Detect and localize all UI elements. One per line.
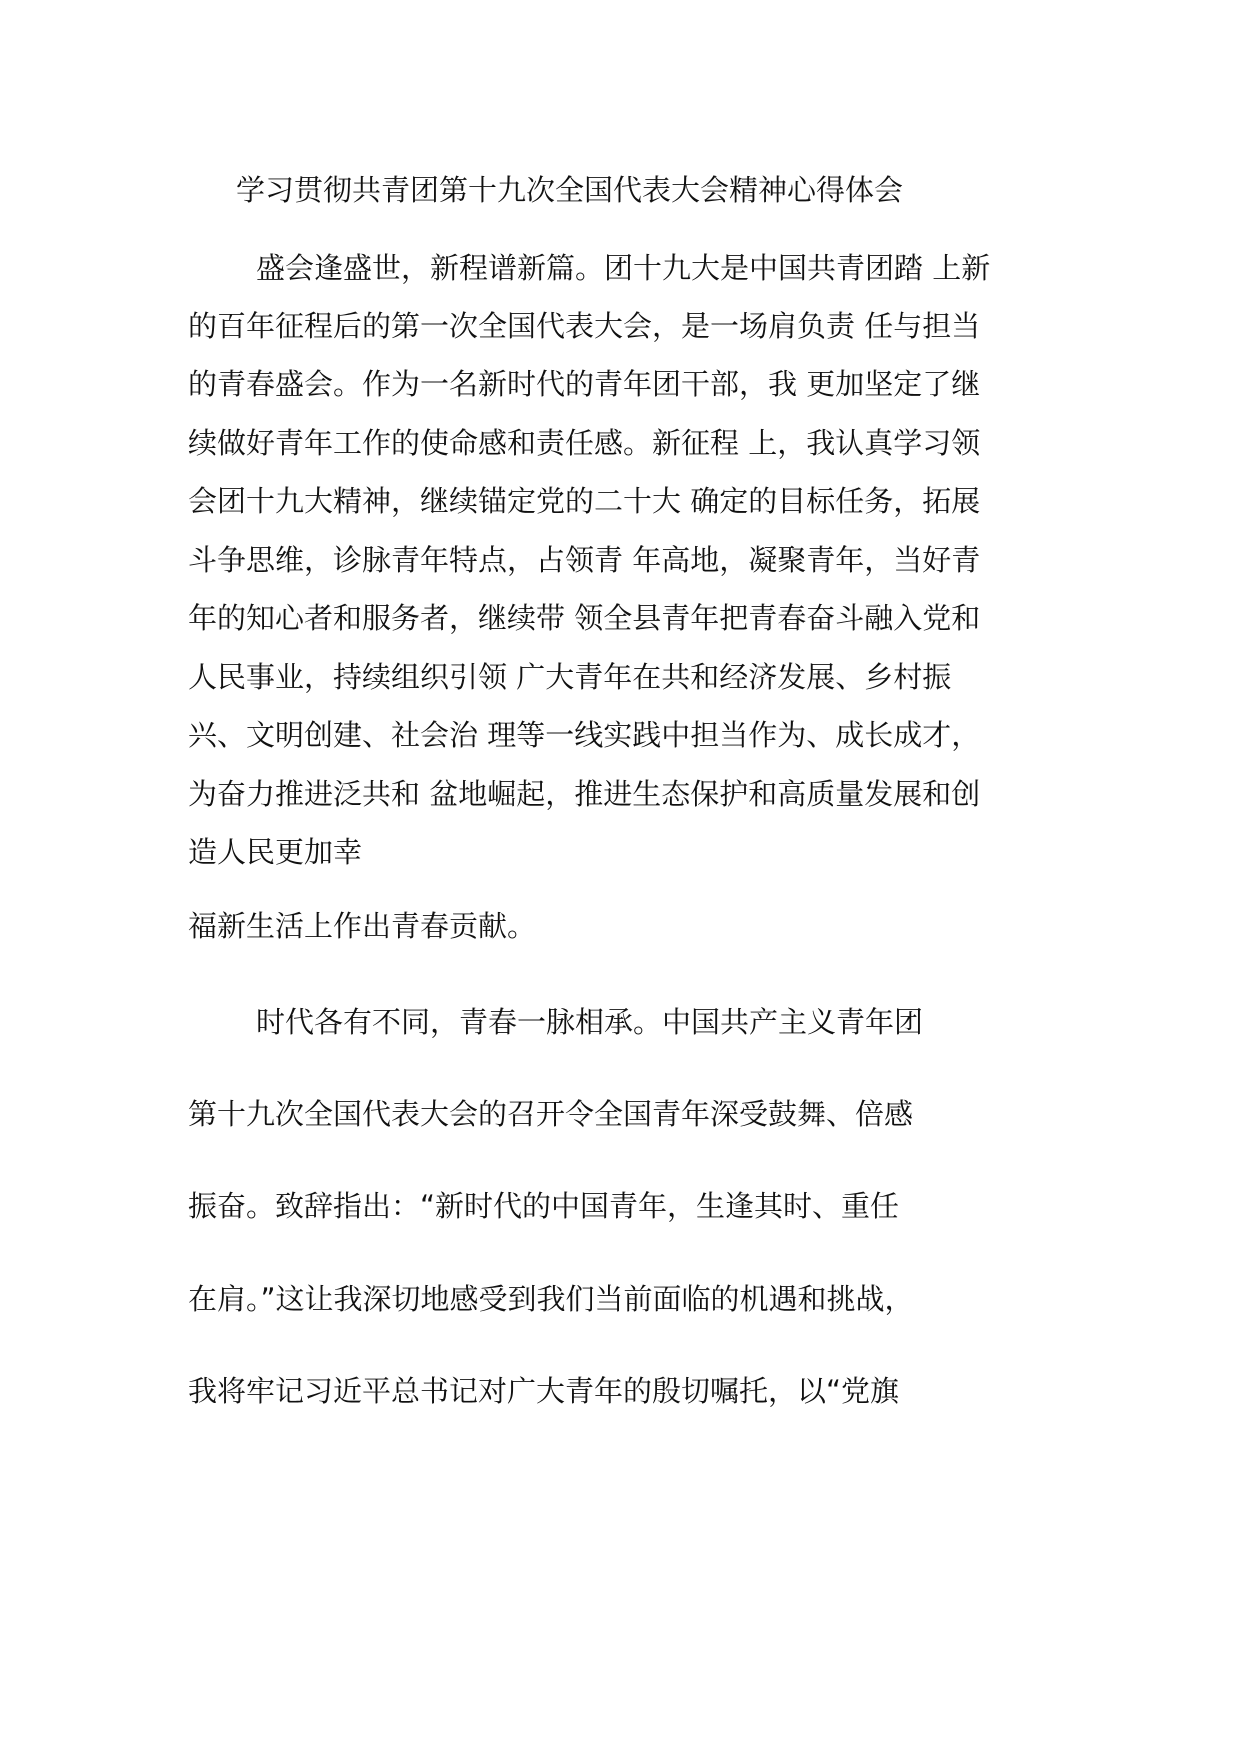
paragraph-1-line-12: 福新生活上作出青春贡献。 [188,909,537,943]
paragraph-1-line-6: 斗争思维，诊脉青年特点，占领青 年高地，凝聚青年，当好青 [188,543,981,577]
paragraph-1-line-5: 会团十九大精神，继续锚定党的二十大 确定的目标任务，拓展 [188,484,981,518]
paragraph-1-line-7: 年的知心者和服务者，继续带 领全县青年把青春奋斗融入党和 [188,601,981,635]
document-title: 学习贯彻共青团第十九次全国代表大会精神心得体会 [236,173,904,207]
paragraph-1-line-10: 为奋力推进泛共和 盆地崛起，推进生态保护和高质量发展和创 [188,777,981,811]
paragraph-2-line-4: 在肩。”这让我深切地感受到我们当前面临的机遇和挑战， [188,1282,914,1316]
paragraph-2-line-1: 时代各有不同，青春一脉相承。中国共产主义青年团 [256,1005,924,1039]
paragraph-1-line-8: 人民事业，持续组织引领 广大青年在共和经济发展、乡村振 [188,660,952,694]
paragraph-1-line-4: 续做好青年工作的使命感和责任感。新征程 上，我认真学习领 [188,426,981,460]
paragraph-2-line-5: 我将牢记习近平总书记对广大青年的殷切嘱托，以“党旗 [188,1374,900,1408]
paragraph-2-line-2: 第十九次全国代表大会的召开令全国青年深受鼓舞、倍感 [188,1097,914,1131]
paragraph-1-line-11: 造人民更加幸 [188,835,363,869]
paragraph-1-line-2: 的百年征程后的第一次全国代表大会，是一场肩负责 任与担当 [188,309,981,343]
paragraph-1-line-1: 盛会逢盛世，新程谱新篇。团十九大是中国共青团踏 上新 [256,251,991,285]
paragraph-1-line-9: 兴、文明创建、社会治 理等一线实践中担当作为、成长成才， [188,718,981,752]
paragraph-1-line-3: 的青春盛会。作为一名新时代的青年团干部，我 更加坚定了继 [188,367,981,401]
paragraph-2-line-3: 振奋。致辞指出：“新时代的中国青年，生逢其时、重任 [188,1189,900,1223]
